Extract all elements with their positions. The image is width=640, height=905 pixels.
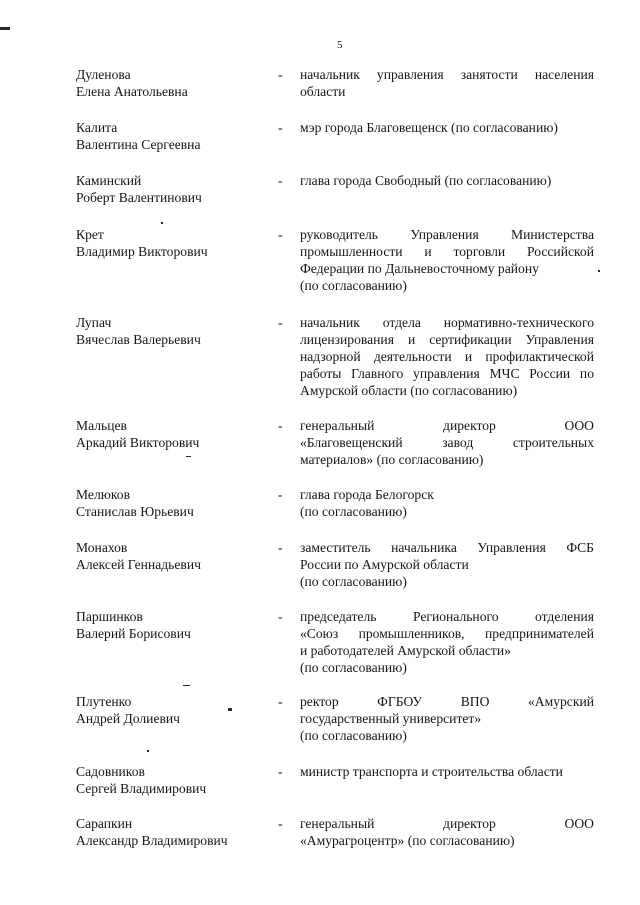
member-role [300, 314, 594, 399]
role-line: государственный университет» [300, 711, 482, 726]
member-role [300, 608, 594, 676]
role-line: (по согласованию) [300, 660, 407, 675]
scan-speck [183, 685, 190, 686]
separator-dash: - [278, 315, 283, 330]
member-given-names: Валерий Борисович [76, 626, 191, 641]
separator-dash: - [278, 487, 283, 502]
role-line: начальник управления занятости населения [300, 67, 594, 82]
role-line: (по согласованию) [300, 278, 407, 293]
scan-mark [0, 27, 10, 30]
role-line: генеральный директор ООО [300, 816, 594, 831]
role-line: руководитель Управления Министерства [300, 227, 594, 242]
separator-dash: - [278, 120, 283, 135]
role-line: министр транспорта и строительства области [300, 764, 563, 779]
role-line: надзорной деятельности и профилактической [300, 349, 594, 364]
separator-dash: - [278, 540, 283, 555]
member-given-names: Аркадий Викторович [76, 435, 200, 450]
member-surname: Садовников [76, 764, 145, 779]
scan-speck [228, 708, 232, 711]
member-surname: Каминский [76, 173, 142, 188]
scan-speck [598, 270, 600, 272]
separator-dash: - [278, 67, 283, 82]
member-given-names: Вячеслав Валерьевич [76, 332, 201, 347]
member-given-names: Андрей Долиевич [76, 711, 181, 726]
member-given-names: Роберт Валентинович [76, 190, 202, 205]
page-number: 5 [337, 39, 343, 51]
member-role [300, 119, 594, 136]
member-role [300, 66, 594, 100]
member-surname: Дуленова [76, 67, 131, 82]
separator-dash: - [278, 227, 283, 242]
role-line: области [300, 84, 346, 99]
role-line: лицензирования и сертификации Управления [300, 332, 594, 347]
member-role [300, 417, 594, 468]
role-line: России по Амурской области [300, 557, 469, 572]
role-line: (по согласованию) [300, 574, 407, 589]
member-role [300, 172, 594, 189]
member-surname: Плутенко [76, 694, 132, 709]
member-surname: Монахов [76, 540, 128, 555]
role-line: председатель Регионального отделения [300, 609, 594, 624]
member-given-names: Александр Владимирович [76, 833, 228, 848]
member-given-names: Сергей Владимирович [76, 781, 207, 796]
separator-dash: - [278, 816, 283, 831]
role-line: глава города Белогорск [300, 487, 434, 502]
role-line: глава города Свободный (по согласованию) [300, 173, 552, 188]
role-line: промышленности и торговли Российской [300, 244, 594, 259]
member-given-names: Елена Анатольевна [76, 84, 188, 99]
role-line: и работодателей Амурской области» [300, 643, 511, 658]
role-line: работы Главного управления МЧС России по [300, 366, 594, 381]
role-line: Федерации по Дальневосточному району [300, 261, 539, 276]
member-surname: Калита [76, 120, 118, 135]
role-line: «Благовещенский завод строительных [300, 435, 594, 450]
role-line: начальник отдела нормативно-технического [300, 315, 594, 330]
member-surname: Крет [76, 227, 104, 242]
member-role [300, 815, 594, 849]
member-given-names: Алексей Геннадьевич [76, 557, 201, 572]
role-line: Амурской области (по согласованию) [300, 383, 518, 398]
member-role [300, 226, 594, 294]
role-line: «Амурагроцентр» (по согласованию) [300, 833, 515, 848]
role-line: мэр города Благовещенск (по согласованию) [300, 120, 558, 135]
scan-speck [161, 222, 163, 224]
role-line: (по согласованию) [300, 728, 407, 743]
member-given-names: Валентина Сергеевна [76, 137, 201, 152]
role-line: ректор ФГБОУ ВПО «Амурский [300, 694, 594, 709]
member-given-names: Станислав Юрьевич [76, 504, 194, 519]
role-line: генеральный директор ООО [300, 418, 594, 433]
role-line: «Союз промышленников, предпринимателей [300, 626, 594, 641]
separator-dash: - [278, 694, 283, 709]
scan-speck [147, 750, 149, 752]
separator-dash: - [278, 764, 283, 779]
member-surname: Сарапкин [76, 816, 133, 831]
member-surname: Лупач [76, 315, 112, 330]
member-role [300, 763, 594, 780]
role-line: материалов» (по согласованию) [300, 452, 484, 467]
separator-dash: - [278, 418, 283, 433]
member-role [300, 539, 594, 590]
member-role [300, 486, 594, 520]
member-surname: Мальцев [76, 418, 127, 433]
member-surname: Паршинков [76, 609, 143, 624]
separator-dash: - [278, 609, 283, 624]
role-line: (по согласованию) [300, 504, 407, 519]
member-role [300, 693, 594, 744]
member-surname: Мелюков [76, 487, 131, 502]
separator-dash: - [278, 173, 283, 188]
member-given-names: Владимир Викторович [76, 244, 208, 259]
role-line: заместитель начальника Управления ФСБ [300, 540, 594, 555]
scan-speck [186, 456, 191, 457]
